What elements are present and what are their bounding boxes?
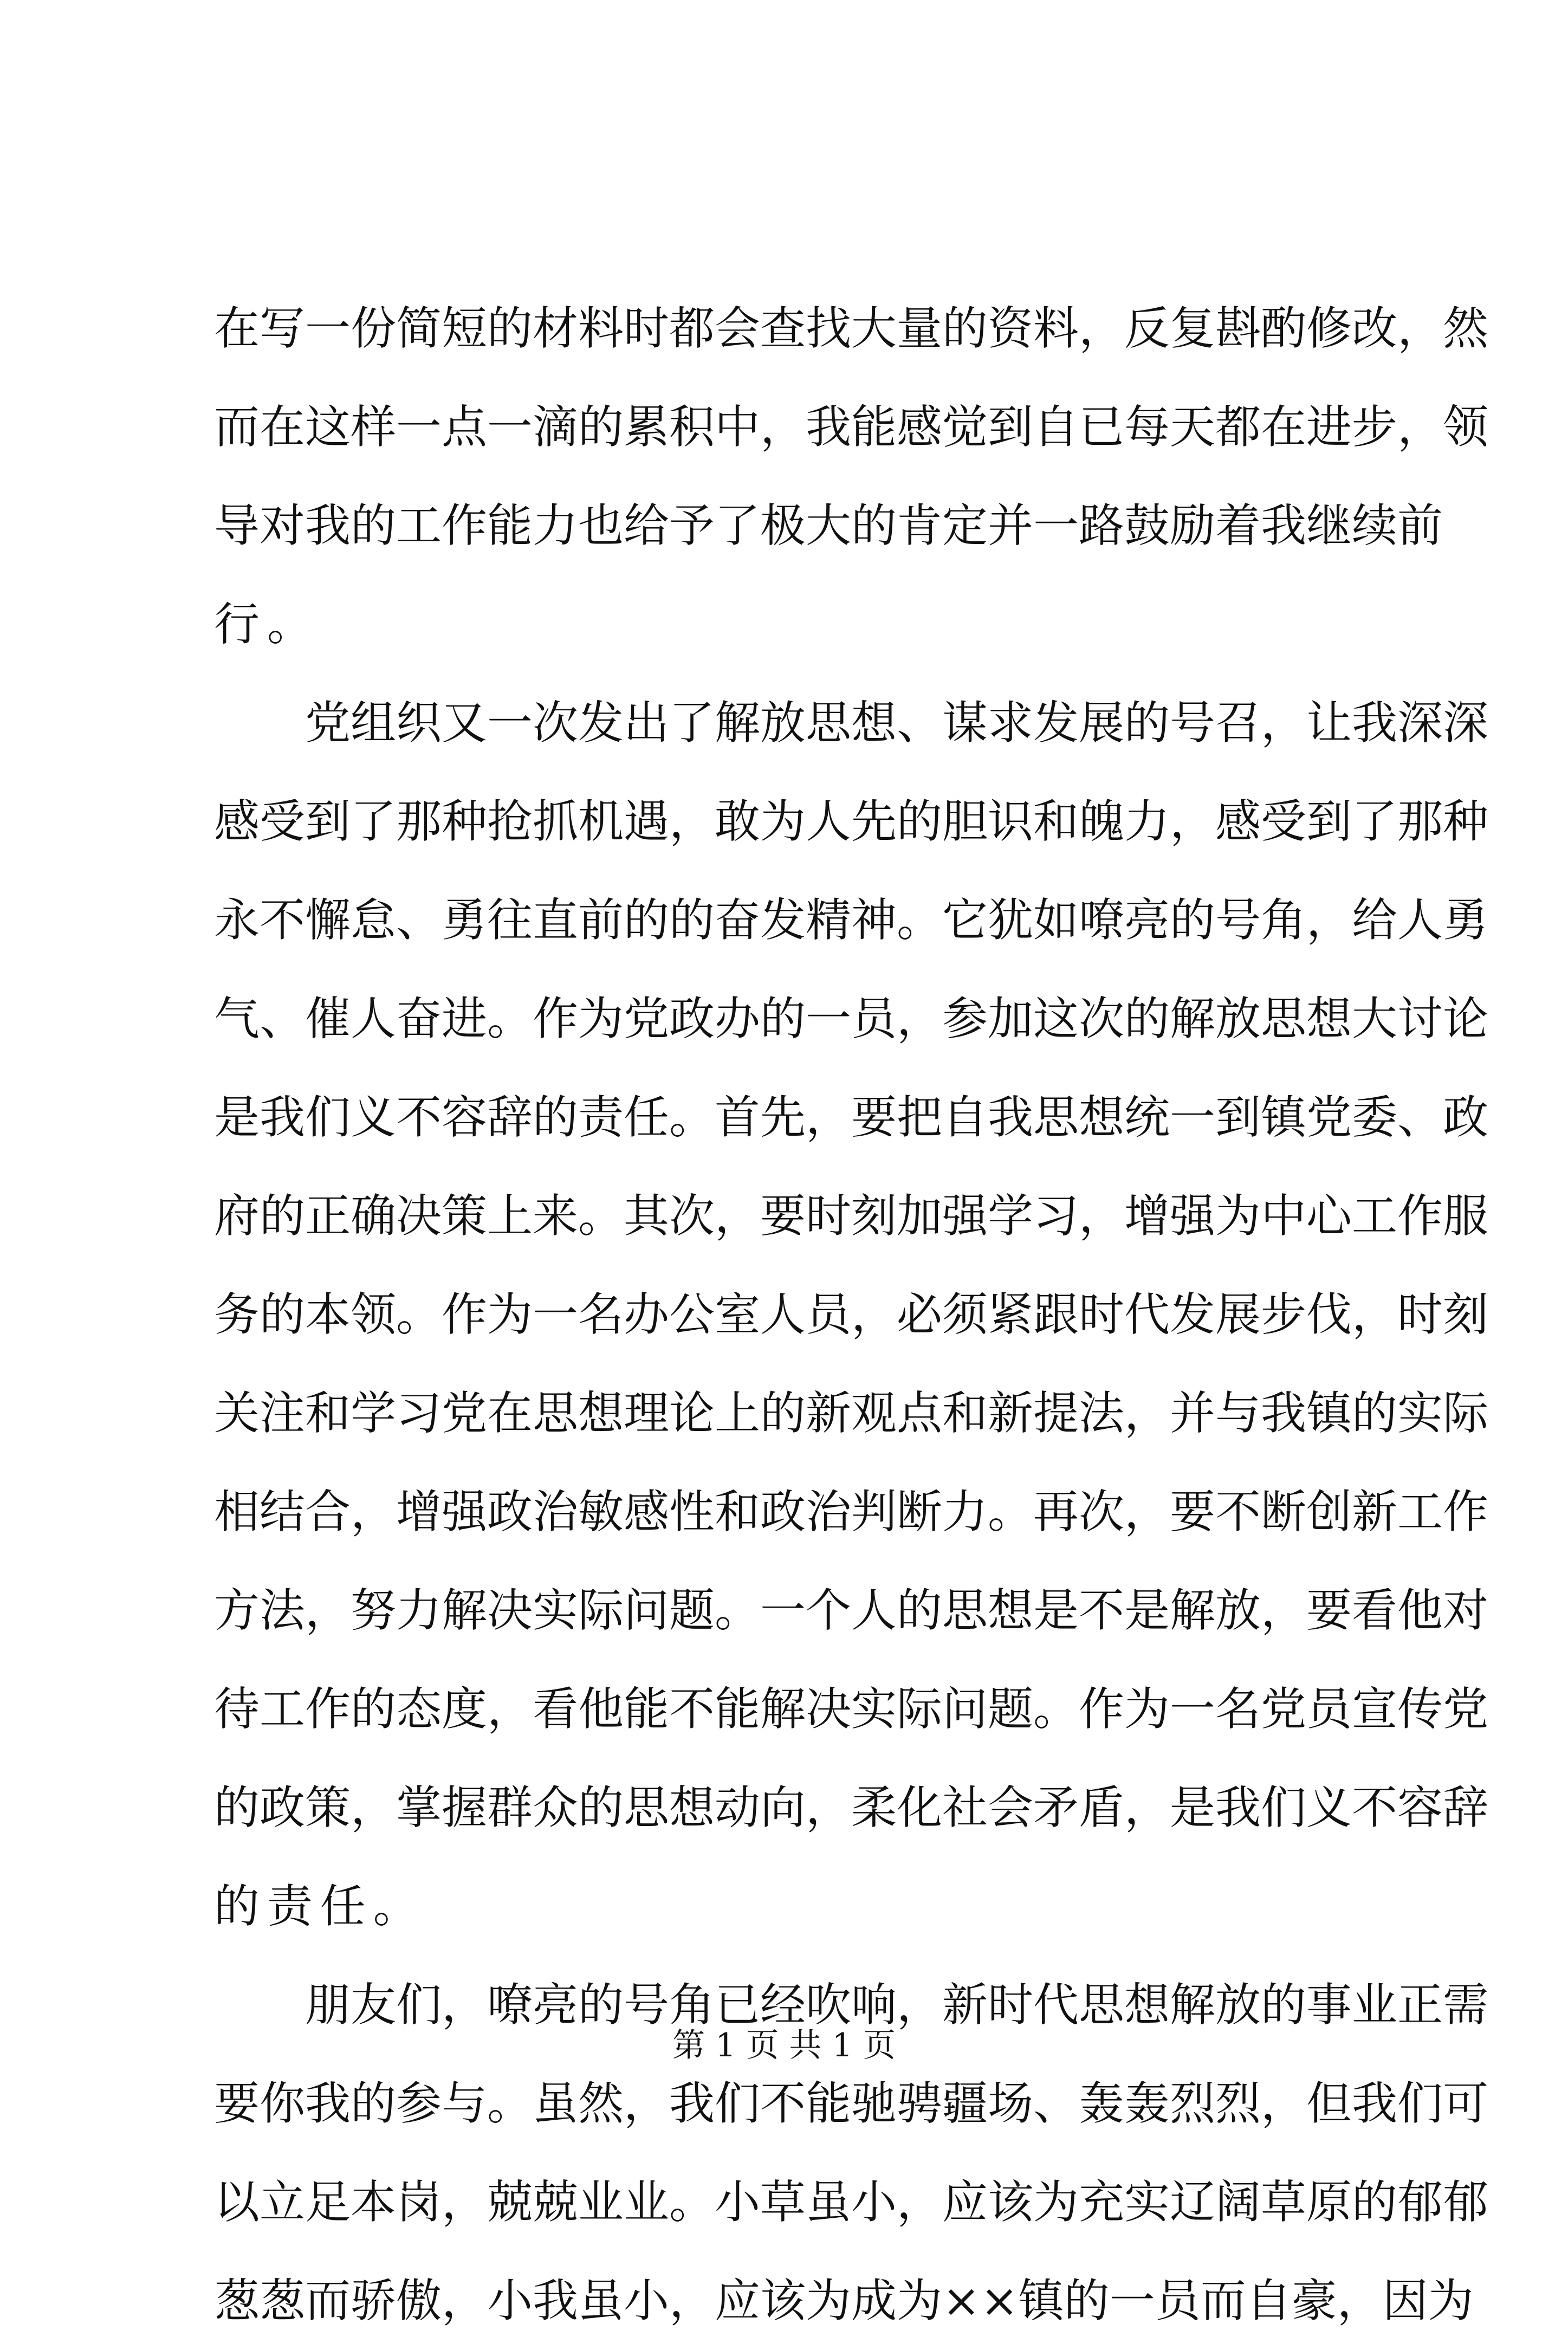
text-line: 以立足本岗，兢兢业业。小草虽小，应该为充实辽阔草原的郁郁: [214, 2176, 1489, 2229]
text-line: 在写一份简短的材料时都会查找大量的资料，反复斟酌修改，然: [214, 302, 1489, 355]
text-line: 的政策，掌握群众的思想动向，柔化社会矛盾，是我们义不容辞: [214, 1781, 1489, 1834]
paragraph-start-line: 朋友们，嘹亮的号角已经吹响，新时代思想解放的事业正需: [305, 1978, 1489, 2031]
text-line: 永不懈怠、勇往直前的的奋发精神。它犹如嘹亮的号角，给人勇: [214, 894, 1489, 947]
text-line: 待工作的态度，看他能不能解决实际问题。作为一名党员宣传党: [214, 1682, 1489, 1736]
text-line: 是我们义不容辞的责任。首先，要把自我思想统一到镇党委、政: [214, 1091, 1489, 1144]
text-line: 感受到了那种抢抓机遇，敢为人先的胆识和魄力，感受到了那种: [214, 795, 1489, 848]
text-line: 而在这样一点一滴的累积中，我能感觉到自已每天都在进步，领: [214, 400, 1489, 454]
text-line: 行。: [214, 598, 320, 651]
page-number-label: 第 1 页 共 1 页: [672, 2027, 896, 2064]
text-line: 的责任。: [214, 1880, 426, 1933]
text-line: 葱葱而骄傲，小我虽小，应该为成为××镇的一员而自豪，因为: [214, 2274, 1474, 2327]
page-footer: [0, 2024, 1568, 2067]
paragraph-start-line: 党组织又一次发出了解放思想、谋求发展的号召，让我深深: [305, 696, 1489, 749]
text-line: 关注和学习党在思想理论上的新观点和新提法，并与我镇的实际: [214, 1387, 1489, 1440]
text-line: 务的本领。作为一名办公室人员，必须紧跟时代发展步伐，时刻: [214, 1288, 1489, 1341]
text-line: 方法，努力解决实际问题。一个人的思想是不是解放，要看他对: [214, 1584, 1489, 1637]
text-line: 要你我的参与。虽然，我们不能驰骋疆场、轰轰烈烈，但我们可: [214, 2077, 1489, 2130]
text-line: 相结合，增强政治敏感性和政治判断力。再次，要不断创新工作: [214, 1485, 1489, 1538]
text-line: 气、催人奋进。作为党政办的一员，参加这次的解放思想大讨论: [214, 992, 1489, 1045]
text-line: 导对我的工作能力也给予了极大的肯定并一路鼓励着我继续前: [214, 499, 1443, 552]
text-line: 府的正确决策上来。其次，要时刻加强学习，增强为中心工作服: [214, 1189, 1489, 1242]
